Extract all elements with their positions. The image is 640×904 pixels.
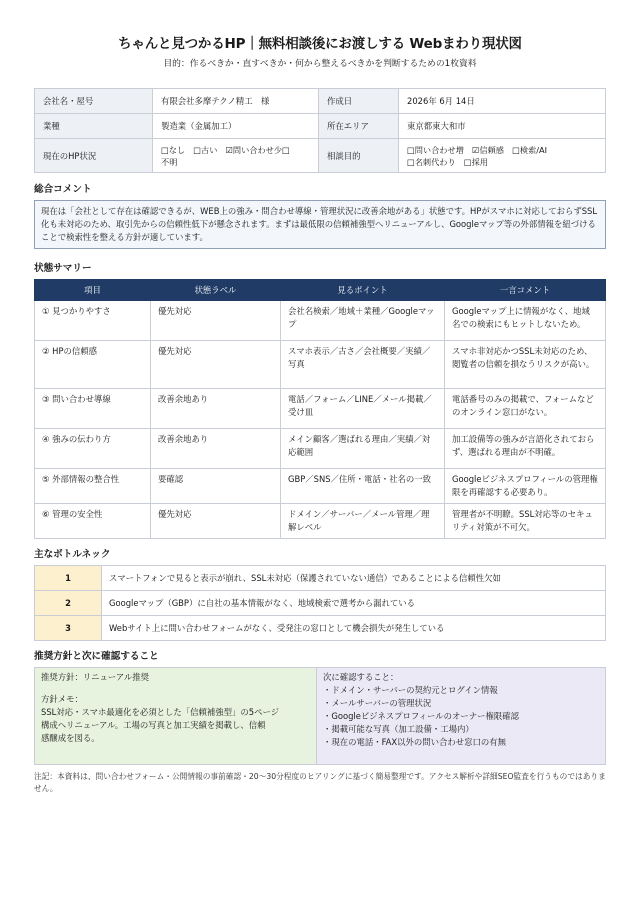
row-point: スマホ表示／古さ／会社概要／実績／写真 [281,341,445,389]
industry-label: 業種 [35,114,153,139]
row-item: ① 見つかりやすさ [35,301,151,341]
row-point: 会社名検索／地域＋業種／Googleマップ [281,301,445,341]
row-label: 要確認 [151,469,281,504]
overall-comment-heading: 総合コメント [34,184,92,196]
purpose-line-2: □名刺代わり □採用 [407,156,488,167]
row-item: ⑤ 外部情報の整合性 [35,469,151,504]
area-value: 東京都東大和市 [399,114,606,139]
next-check-item: ・ドメイン・サーバーの契約元とログイン情報 [323,685,498,696]
column-header-label: 状態ラベル [151,280,281,301]
policy-memo-line: SSL対応・スマホ最適化を必須とした「信頼補強型」の5ページ [41,707,280,718]
row-item: ④ 強みの伝わり方 [35,429,151,469]
policy-title: 推奨方針：リニューアル推奨 [41,672,149,683]
bottleneck-number: 1 [35,566,102,591]
hp-status-checkboxes [153,139,319,173]
table-row [35,469,606,504]
date-label: 作成日 [319,89,399,114]
status-summary-table [34,279,606,539]
status-summary-heading: 状態サマリー [34,263,92,275]
hp-status-label: 現在のHP状況 [35,139,153,173]
row-comment: 加工設備等の強みが言語化されておらず、選ばれる理由が不明確。 [445,429,606,469]
hp-status-line-2: 不明 [161,156,178,167]
bottleneck-text: Googleマップ（GBP）に自社の基本情報がなく、地域検索で選考から漏れている [102,591,606,616]
info-row [35,114,606,139]
row-point: ドメイン／サーバー／メール管理／理解レベル [281,504,445,539]
bottleneck-row [35,616,606,641]
policy-memo-line: 感醸成を図る。 [41,733,100,744]
recommendation-box [34,667,606,765]
row-item: ⑥ 管理の安全性 [35,504,151,539]
bottleneck-row [35,591,606,616]
company-label: 会社名・屋号 [35,89,153,114]
row-comment: スマホ非対応かつSSL未対応のため、閲覧者の信頼を損なうリスクが高い。 [445,341,606,389]
info-row [35,89,606,114]
bottleneck-table [34,565,606,641]
purpose-label: 相談目的 [319,139,399,173]
hp-status-line-1: □なし □古い ☑問い合わせ少□ [161,144,290,155]
row-item: ③ 問い合わせ導線 [35,389,151,429]
recommendation-heading: 推奨方針と次に確認すること [34,651,159,663]
company-value: 有限会社多摩テクノ精工 様 [153,89,319,114]
document-title: ちゃんと見つかるHP｜無料相談後にお渡しする Webまわり現状図 [118,36,522,52]
table-row [35,341,606,389]
date-value: 2026年 6月 14日 [399,89,606,114]
area-label: 所在エリア [319,114,399,139]
row-label: 優先対応 [151,301,281,341]
purpose-checkboxes [399,139,606,173]
overall-comment-box: 現在は「会社として存在は確認できるが、WEB上の強み・問合わせ導線・管理状況に改善余地がある」状態です。HPがスマホに対応しておらずSSL化も未対応のため、取引先からの信頼性低下が懸念されます。まずは最低限の信頼補強型へリニューアルし、Googleマップ等の外部情報を紐づけることで検索性を整える方針が適しています。 [34,200,606,249]
row-label: 優先対応 [151,341,281,389]
row-comment: Googleビジネスプロフィールの管理権限を再確認する必要あり。 [445,469,606,504]
footnote: 注記：本資料は、問い合わせフォーム・公開情報の事前確認・20～30分程度のヒアリングに基づく簡易整理です。アクセス解析や詳細SEO監査を行うものではありません。 [34,772,606,794]
status-header-row [35,280,606,301]
info-row [35,139,606,173]
row-comment: Googleマップ上に情報がなく、地域名での検索にもヒットしないため。 [445,301,606,341]
bottleneck-text: Webサイト上に問い合わせフォームがなく、受発注の窓口として機会損失が発生している [102,616,606,641]
row-point: 電話／フォーム／LINE／メール掲載／受け皿 [281,389,445,429]
next-check-panel [317,668,605,764]
next-check-item: ・Googleビジネスプロフィールのオーナー権限確認 [323,711,519,722]
next-check-item: ・メールサーバーの管理状況 [323,698,432,709]
table-row [35,389,606,429]
row-comment: 管理者が不明瞭。SSL対応等のセキュリティ対策が不可欠。 [445,504,606,539]
policy-memo-line: 構成へリニューアル。工場の写真と加工実績を掲載し、信頼 [41,720,266,731]
bottleneck-row [35,566,606,591]
policy-panel [35,668,317,764]
document-subtitle: 目的：作るべきか・直すべきか・何から整えるべきかを判断するための1枚資料 [163,58,477,69]
row-label: 改善余地あり [151,429,281,469]
row-point: GBP／SNS／住所・電話・社名の一致 [281,469,445,504]
row-label: 改善余地あり [151,389,281,429]
row-comment: 電話番号のみの掲載で、フォームなどのオンライン窓口がない。 [445,389,606,429]
company-info-table [34,88,606,173]
bottleneck-number: 2 [35,591,102,616]
bottleneck-heading: 主なボトルネック [34,549,111,561]
column-header-point: 見るポイント [281,280,445,301]
column-header-comment: 一言コメント [445,280,606,301]
table-row [35,504,606,539]
next-check-item: ・掲載可能な写真（加工設備・工場内） [323,724,474,735]
bottleneck-text: スマートフォンで見ると表示が崩れ、SSL未対応（保護されていない通信）であることによる信頼性欠如 [102,566,606,591]
next-check-item: ・現在の電話・FAX以外の問い合わせ窓口の有無 [323,737,507,748]
table-row [35,301,606,341]
row-label: 優先対応 [151,504,281,539]
row-point: メイン顧客／選ばれる理由／実績／対応範囲 [281,429,445,469]
policy-memo-label: 方針メモ： [41,694,83,705]
table-row [35,429,606,469]
purpose-line-1: □問い合わせ増 ☑信頼感 □検索/AI [407,144,548,155]
bottleneck-number: 3 [35,616,102,641]
next-check-label: 次に確認すること： [323,672,399,683]
industry-value: 製造業（金属加工） [153,114,319,139]
column-header-item: 項目 [35,280,151,301]
row-item: ② HPの信頼感 [35,341,151,389]
